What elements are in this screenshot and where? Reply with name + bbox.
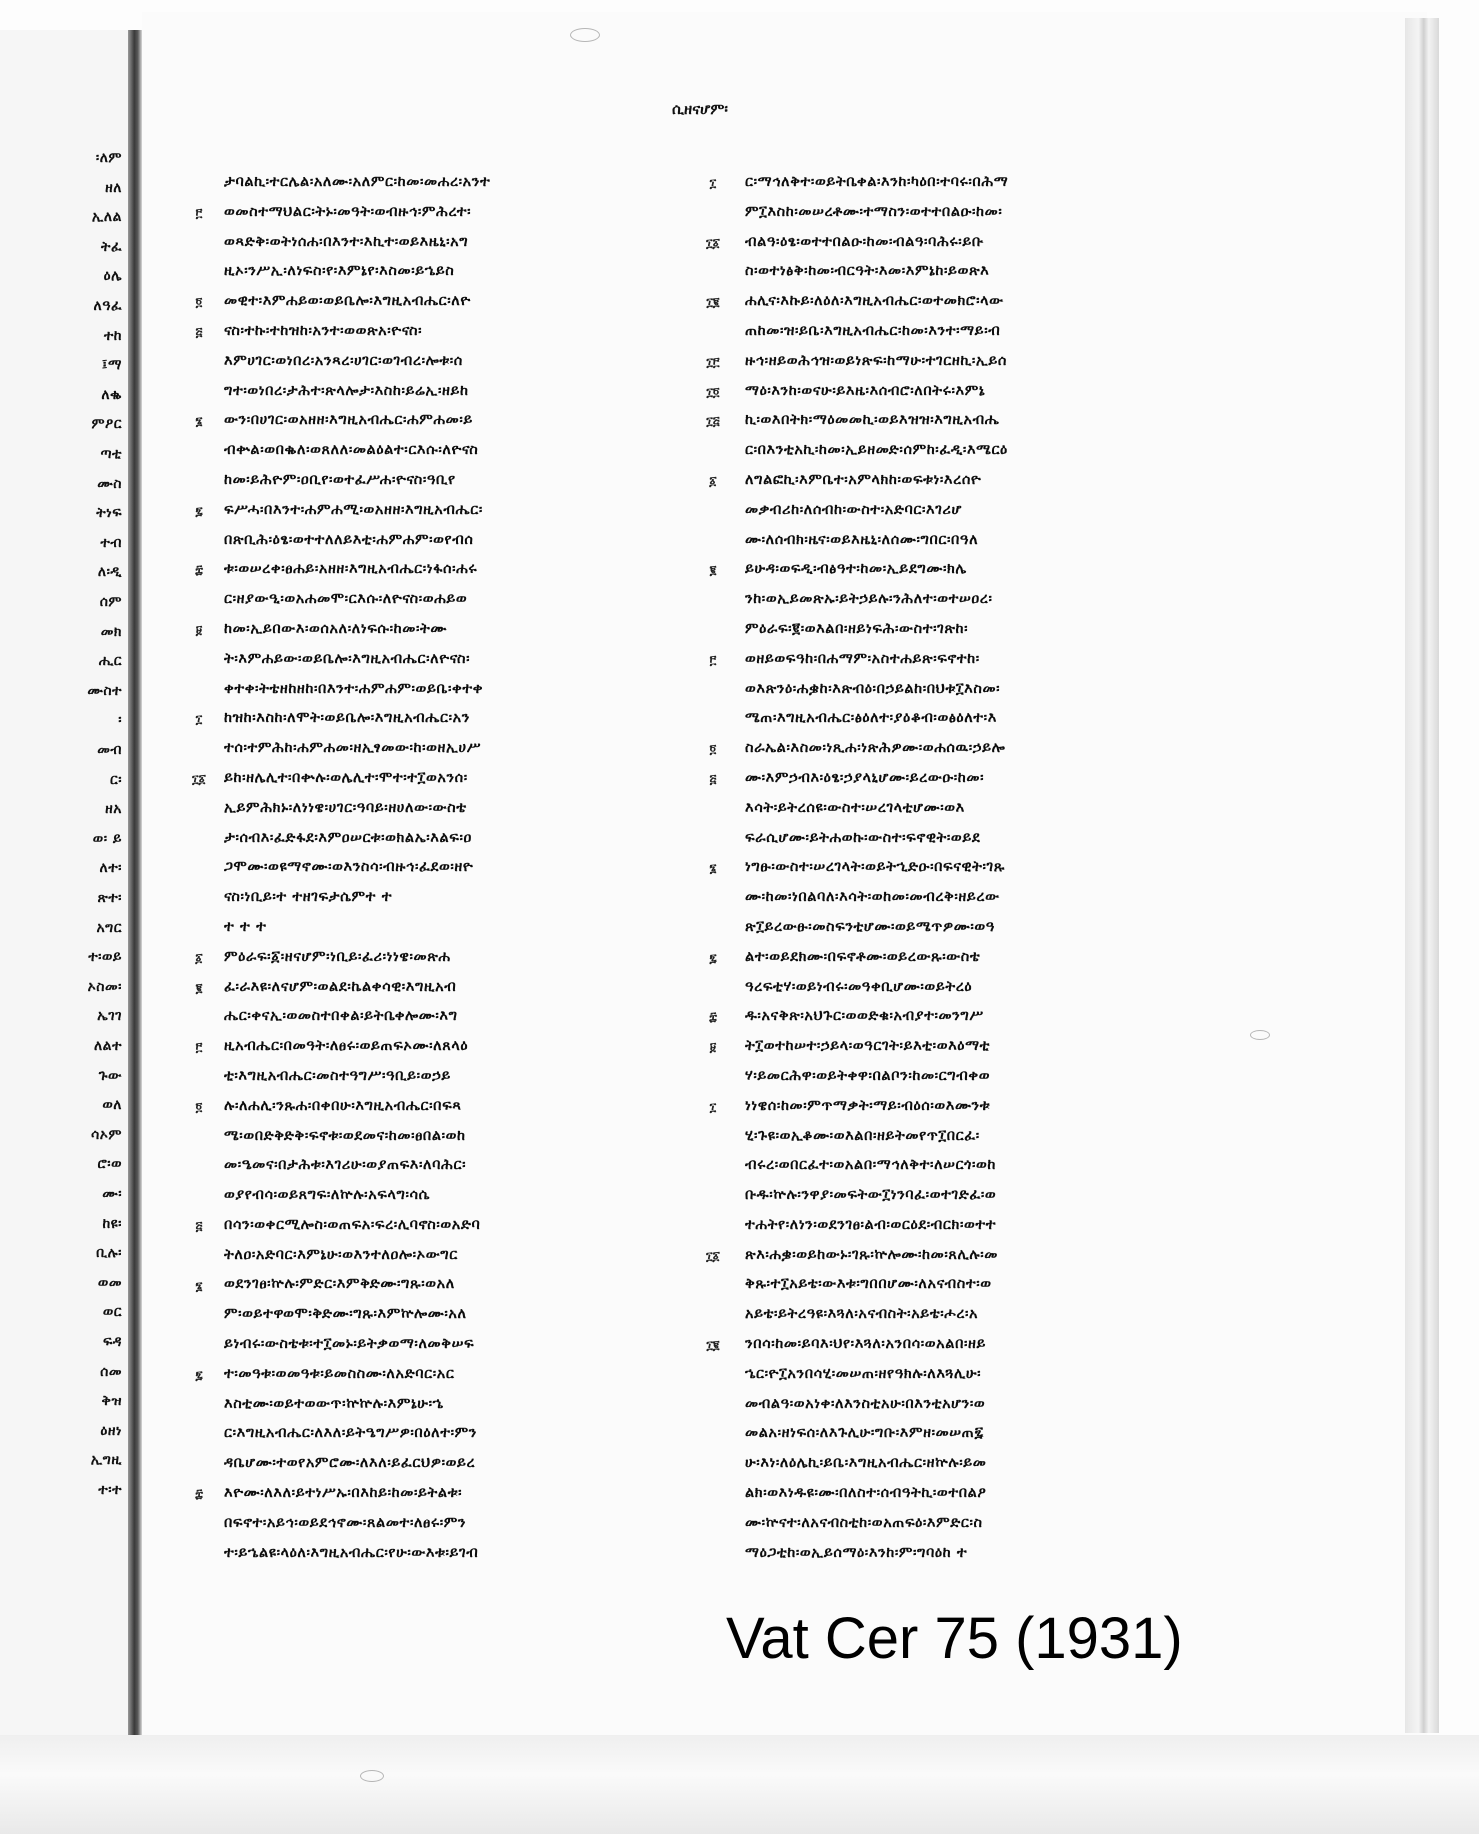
text-line: ስራኤል፡እስመ፡ነጺሐ፡ነጽሕዎሙ፡ወሐሰዉ፡ኃይሎ [745,740,1006,757]
left-page-fragment [0,30,128,1735]
text-line: መብልዓ፡ወአነቀ፡ለእንስቲአሁ፡በእንቲአሆን፡ወ [745,1395,986,1412]
text-line: ሁ፡እነ፡ለዕሌኪ፡ይቤ፡እግዚአብሔር፡ዘኵሉ፡ይመ [745,1455,987,1472]
verse-number: ፭ [195,1219,203,1233]
verse-number: ፫ [195,205,203,220]
text-line: ት፲ወተከሠተ፡ኃይላ፡ወዓርገት፡ይእቲ፡ወእዕማቲ [745,1038,991,1055]
text-line: ዳቤሆሙ፡ተወየአምሮሙ፡ለእለ፡ይፈርህዎ፡ወይረ [224,1455,476,1472]
text-line: እምሀገር፡ወነበረ፡አንጻረ፡ሀገር፡ወገብረ፡ሎቱ፡ሰ [224,352,463,369]
text-line: መቃብሪከ፡ለሰብከ፡ውስተ፡አድባር፡እገሪሆ [745,501,962,518]
text-line: ይከ፡ዘሌሊተ፡በቍሉ፡ወሌሊተ፡ሞተ፡ተ፲ወአንሰ፡ [224,769,468,786]
text-line: ተ፡መዓቱ፡ወመዓቱ፡ይመስስሙ፡ለአድባር፡አር [224,1365,455,1382]
text-line: ሔር፡ቀናኢ፡ወመስተበቀል፡ይትቤቀሎሙ፡እግ [224,1008,458,1025]
text-line: አይቴ፡ይትረዓዩ፡እጓለ፡አናብስት፡አይቴ፡ሖረ፡አ [745,1306,979,1323]
verse-number: ፪ [195,980,203,995]
left-page-line: ወለ [102,1097,122,1114]
left-page-line: ፡ [118,712,122,729]
left-text-column [224,168,684,1568]
text-line: ማዕጋቲከ፡ወኢይሰማዕ፡እንከ፡ም፡ግባዕከ ተ [745,1544,968,1561]
left-page-line: ሙስተ [87,682,122,699]
verse-number: ፲፪ [706,1338,720,1353]
text-line: በሳን፡ወቀርሚሎስ፡ወጠፍአ፡ፍረ፡ሊባኖስ፡ወአድባ [224,1216,481,1233]
text-line: ር፡በእንቲአኪ፡ከመ፡ኢይዘመድ፡ሰምከ፡ፈዲ፡እሜርዕ [745,442,1008,459]
left-page-line: ዕዘነ [100,1422,122,1439]
text-line: ቱ፡ወሠረቀ፡ፀሐይ፡አዘዘ፡እግዚአብሔር፡ነፋሰ፡ሐሩ [224,561,478,578]
left-page-line: ተብ [100,534,122,551]
text-line: ስ፡ወተነፅቅ፡ከመ፡ብርዓት፡እመ፡እምኔከ፡ይወጽእ [745,263,990,280]
verse-number: ፬ [195,1099,203,1114]
verse-number: ፲፬ [706,384,720,399]
left-page-line: ለቈ [101,386,122,403]
left-page-line: ወ፡ ይ [92,830,122,847]
text-line: ም፲እስከ፡መሠረቶሙ፡ተማስን፡ወተተበልዑ፡ከመ፡ [745,203,1003,220]
left-page-line: ከዩ፡ [102,1215,122,1232]
left-page-line: ሰመ [100,1363,122,1380]
text-line: ናስ፡ተኩ፡ተከዝከ፡አንተ፡ወወጽአ፡ዮናስ፡ [224,322,423,339]
left-page-line: ወር [102,1304,122,1321]
text-line: ር፡እግዚአብሔር፡ለእለ፡ይትዔግሥዎ፡በዕለተ፡ምን [224,1425,477,1442]
text-line: እዮሙ፡ለእለ፡ይተነሥኡ፡በእከይ፡ከመ፡ይትልቱ፡ [224,1485,463,1502]
text-line: ሜጠ፡እግዚአብሔር፡ፅዕለተ፡ያዕቆብ፡ወፅዕለተ፡እ [745,710,997,727]
text-line: ነግፁ፡ውስተ፡ሠረገላት፡ወይትኂድዑ፡በፍናዊት፡ገጹ [745,859,1005,876]
text-line: ብቍል፡ወበቈለ፡ወጸለለ፡መልዕልተ፡ርእሱ፡ለዮናስ [224,442,479,459]
text-line: ር፡ማኅለቅተ፡ወይትቤቀል፡እንከ፡ካዕበ፡ተባሩ፡በሕማ [745,174,1009,190]
verse-number: ፭ [195,325,203,339]
left-page-line: አግር [96,919,122,936]
left-page-line: ጉው [98,1067,122,1084]
verse-number: ፲፩ [706,1248,720,1263]
text-line: ብሩረ፡ወበርፈተ፡ወአልበ፡ማኅለቅተ፡ለሠርጎ፡ወከ [745,1157,997,1174]
verse-number: ፲፩ [192,772,206,786]
verse-number: ፪ [709,563,717,578]
text-line: ወዘይወፍዓከ፡በሐማም፡አስተሐይጽ፡ፍኖተከ፡ [745,650,980,667]
text-line: ሙ፡እምኃብእ፡ዕፄ፡ኃያላኒሆሙ፡ይረውዑ፡ከመ፡ [745,769,985,786]
text-line: ም፡ወይተዋወሞ፡ቅድሙ፡ግጹ፡እምኵሎሙ፡አለ [224,1306,467,1323]
text-line: ወደንገፀ፡ኵሉ፡ምድር፡እምቅድሙ፡ግጹ፡ወአለ [224,1276,455,1293]
image-caption: Vat Cer 75 (1931) [726,1606,1183,1671]
text-line: ታ፡ሰብእ፡ፈድፋደ፡እምዐሠርቱ፡ወክልኤ፡እልፍ፡ዐ [224,829,472,846]
text-line: ከመ፡ኢይበውእ፡ወሰአለ፡ለነፍሱ፡ከመ፡ትሙ [224,620,447,637]
text-line: ቅጹ፡ተ፲አይቴ፡ውእቱ፡ግበበሆሙ፡ለአናብስተ፡ወ [745,1276,992,1293]
left-page-line: ለተ፡ [99,860,122,877]
text-line: ኪ፡ወእበትክ፡ማዕመመኪ፡ወይእዝዝ፡እግዚአብሔ [745,412,1000,429]
text-line: ትለዐ፡አድባር፡እምኔሁ፡ወእንተለዐሎ፡ኦውግር [224,1246,458,1263]
verse-number: ፭ [709,772,717,786]
text-line: ኢይምሕክኑ፡ለነነዌ፡ሀገር፡ዓባይ፡ዘሀለው፡ውስቴ [224,799,467,816]
text-line: ምዕራፍ፡፩፡ዘናሆም፡ነቢይ፡ፈሪ፡ነነዌ፡መጽሐ [224,948,451,965]
text-line: ተሰ፡ተምሕከ፡ሐምሐመ፡ዘኢፃመው፡ከ፡ወዘኢሀሥ [224,740,482,757]
left-page-line: ሙስ [97,475,122,492]
left-page-line: ዘለ [105,179,122,196]
verse-number: ፯ [709,950,717,965]
text-line: ወጻድቅ፡ወትነሰሐ፡በእንተ፡እኪተ፡ወይእዜኒ፡አግ [224,233,469,250]
verse-number: ፱ [195,623,203,637]
verse-number: ፲ [195,712,203,727]
text-line: ተሐትየ፡ለነን፡ወደንገፀ፡ልብ፡ወርዕደ፡ብርክ፡ወተተ [745,1216,997,1233]
left-page-line: ለዓፈ [93,298,122,314]
left-page-line: ፍዳ [102,1334,122,1350]
text-line: መልአ፡ዘነፍሰ፡ለእጉሊሁ፡ግቡ፡እምዘ፡መሠጠ፯ [745,1425,984,1442]
text-line: ዱ፡አናቅጽ፡አህጉር፡ወወድቁ፡አብያተ፡መንግሥ [745,1008,984,1025]
left-page-line: ለልተ [93,1038,122,1054]
text-line: ተ ተ ተ [224,918,267,935]
book-gutter [128,30,142,1735]
text-line: ወያየብሳ፡ወይጸግፍ፡ለኵሉ፡አፍላግ፡ሳሴ [224,1187,431,1204]
text-line: እስቲሙ፡ወይተወውጥ፡ኵኵሉ፡እምኔሁ፡ኄ [224,1395,444,1412]
left-page-line: ኢለል [91,209,122,226]
left-page-line: ቢሉ፡ [96,1245,122,1262]
verse-number: ፲፩ [706,235,720,250]
verse-number: ፰ [195,563,203,578]
page-running-header: ሲዘናሆም፡ [672,100,728,118]
text-line: ሐሊና፡እኩይ፡ለዕለ፡እግዚአብሔር፡ወተመክሮ፡ላው [745,293,1004,310]
left-page-line: ጽተ፡ [97,890,122,906]
text-line: ሂ፡ጉዩ፡ወኢቆሙ፡ወእልበ፡ዘይትመየጥ፲በርፈ፡ [745,1127,980,1144]
text-line: ት፡እምሐይው፡ወይቤሎ፡እግዚአብሔር፡ለዮናስ፡ [224,650,471,667]
text-line: ቡዱ፡ኵሉ፡ንዋያ፡መፍትው፲ነንባፈ፡ወተገድፈ፡ወ [745,1187,997,1204]
text-line: ዚአብሔር፡በመዓት፡ለፀሩ፡ወይጠፍኦሙ፡ለጸላዕ [224,1038,469,1055]
text-line: ዓረፍቲሃ፡ወይነብሩ፡መዓቀቢሆሙ፡ወይትረዕ [745,978,973,995]
verse-number: ፲፪ [706,295,720,310]
left-page-line: ኢግዚ [90,1452,122,1469]
left-page-line: ፤ማ [101,357,122,374]
verse-number: ፯ [195,503,203,518]
text-line: ውን፡በሀገር፡ወአዘዘ፡እግዚአብሔር፡ሐምሐመ፡ይ [224,412,473,429]
verse-number: ፲ [709,1099,717,1114]
text-line: እሳት፡ይትረሰዩ፡ውስተ፡ሠረገላቲሆሙ፡ወእ [745,799,965,816]
verse-number: ፩ [709,474,717,488]
left-page-line: ተከ [103,327,122,344]
left-page-line: መብ [97,742,122,758]
left-page-line: ሰም [99,594,122,610]
text-line: ር፡ዘያውዒ፡ወአሐመሞ፡ርእሱ፡ለዮናስ፡ወሐይወ [224,591,468,608]
left-page-line: ለ፡ዲ [97,564,122,581]
text-line: ቲ፡እግዚአብሔር፡መስተዓግሥ፡ዓቢይ፡ወኃይ [224,1067,451,1084]
verse-number: ፯ [195,1368,203,1382]
verse-number: ፫ [709,652,717,667]
text-line: ምዕራፍ፡፪፡ወእልበ፡ዘይነፍሕ፡ውስተ፡ገጽከ፡ [745,620,969,637]
text-line: ወእጽንዕ፡ሐቌከ፡እጽብዕ፡በኃይልከ፡በህቱ፲እስመ፡ [745,680,1001,697]
text-line: ከዝከ፡እስከ፡ለሞት፡ወይቤሎ፡እግዚአብሔር፡አን [224,710,470,727]
left-page-line: ሙ፡ [102,1186,122,1202]
text-line: ሜ፡ወበድቅድቅ፡ፍኖቱ፡ወደመና፡ከመ፡ፀበል፡ወከ [224,1127,466,1144]
left-page-line: ጣቲ [100,446,122,462]
left-page-line: ዘአ [105,801,122,818]
text-line: ኄር፡ዮ፲አንበሳሂ፡መሠጠ፡ዘየዓክሉ፡ለእጓሊሁ፡ [745,1365,982,1382]
text-line: ልክ፡ወእነዱዩ፡ሙ፡በለስተ፡ሰብዓትኪ፡ወተበልዖ [745,1485,987,1502]
text-line: ጽ፲ይረውፁ፡መስፍንቲሆሙ፡ወይሜጥዎሙ፡ወዓ [745,918,995,935]
text-line: ንከ፡ወኢይመጽኡ፡ይትኃይሉ፡ንሕለተ፡ወተሠዐረ፡ [745,591,993,608]
text-line: ዙኅ፡ዘይወሕኅዝ፡ወይነጽፍ፡ከማሁ፡ተገርዘኪ፡ኢይሰ [745,352,1008,369]
text-line: ልተ፡ወይደክሙ፡በፍኖቶሙ፡ወይረውጹ፡ውስቴ [745,948,981,965]
scan-blemish [570,28,600,42]
scan-bottom-margin [0,1735,1479,1834]
verse-number: ፫ [195,1040,203,1055]
text-line: ይነብሩ፡ውስቴቱ፡ተ፲መኑ፡ይትቃወማ፡ለመቅሠፍ [224,1336,475,1353]
verse-number: ፬ [195,295,203,310]
left-page-line: ሮ፡ወ [97,1156,122,1173]
text-line: ናስ፡ነቢይ፡ተ ተዘገፍታሴምተ ተ [224,889,393,906]
verse-number: ፮ [195,1278,203,1293]
verse-number: ፰ [195,1487,203,1502]
verse-number: ፲፫ [706,354,720,369]
text-line: ታባልኪ፡ተርሌል፡አለሙ፡አለምር፡ከመ፡መሐረ፡አንተ [224,174,491,190]
text-line: ዚኦ፡ንሥኢ፡ለነፍስ፡የ፡እምኔየ፡እስመ፡ይኄይስ [224,263,455,280]
left-page-line: ቅዝ [101,1393,122,1410]
text-line: ሙ፡ኵናተ፡ለአናብስቲከ፡ወአጠፍዕ፡እምድር፡ስ [745,1514,983,1531]
verse-number: ፰ [709,1010,717,1025]
verse-number: ፮ [709,861,717,876]
left-page-line: ትፈ [101,238,122,255]
verse-number: ፱ [709,1040,717,1055]
text-line: ሃ፡ይመርሕዋ፡ወይትቀዋ፡በልቦን፡ከመ፡ርግብቀወ [745,1067,991,1084]
text-line: ፍራሲሆሙ፡ይትሐወኩ፡ውስተ፡ፍኖዊት፡ወይደ [745,829,981,846]
text-line: ሉ፡ለሐሊ፡ንጹሐ፡በቀበሁ፡እግዚአብሔር፡በፍጻ [224,1097,462,1114]
left-page-line: ሳኦም [90,1126,122,1143]
left-page-line: ተ፡ወይ [88,949,122,966]
left-page-line: ሒር [98,653,122,670]
text-line: ቀተቀ፡ትቴዘከዘከ፡በእንተ፡ሐምሐም፡ወይቤ፡ቀተቀ [224,680,484,697]
text-line: ነነዌሰ፡ከመ፡ምጥማቃት፡ማይ፡ብዕሰ፡ወእሙንቱ [745,1097,991,1114]
text-line: ግተ፡ወነበረ፡ታሕተ፡ጽላሎታ፡እስከ፡ይሬኢ፡ዘይከ [224,382,469,399]
text-line: ማዕ፡እንከ፡ወናሁ፡ይእዜ፡እሰብሮ፡ለበትሩ፡እምኔ [745,382,986,399]
left-page-line: ምዖር [91,416,122,433]
verse-number: ፮ [195,414,203,429]
text-line: ንበሳ፡ከመ፡ይባእ፡ህየ፡እጓለ፡አንበሳ፡ወአልበ፡ዘይ [745,1336,987,1353]
verse-number: ፲ [709,176,717,190]
text-line: ከመ፡ይሕዮም፡ዐቢየ፡ወተፈሥሐ፡ዮናስ፡ዓቢየ [224,471,456,488]
text-line: መዊተ፡እምሐይወ፡ወይቤሎ፡እግዚአብሔር፡ለዮ [224,293,471,310]
text-line: ፈ፡ራእዩ፡ለናሆም፡ወልደ፡ኬልቀሳዊ፡እግዚአብ [224,978,457,995]
text-line: ለግልፎኪ፡እምቤተ፡አምላክከ፡ወፍቱነ፡እረሰዮ [745,471,982,488]
text-line: በፍኖተ፡አይኅ፡ወይደኅኖሙ፡ጸልመተ፡ለፀሩ፡ምን [224,1514,467,1531]
left-page-line: ተ፡ተ [98,1482,122,1498]
left-page-line: ፡ለም [95,150,122,166]
text-line: ጋሞሙ፡ወዩማኖሙ፡ወእንስሳ፡ብዙኅ፡ፈደወ፡ዘዮ [224,859,474,876]
text-line: በጽቢሕ፡ዕፄ፡ወተተለለይእቲ፡ሐምሐም፡ወየብሰ [224,531,474,548]
verse-number: ፩ [195,950,203,965]
text-line: ወመስተማህልር፡ትኑ፡መዓት፡ወብዙኅ፡ምሕረተ፡ [224,203,472,220]
verse-number: ፲፭ [706,414,720,429]
right-text-column [745,168,1205,1568]
left-page-line: ዕሌ [103,268,122,285]
left-page-line: ኦስመ፡ [87,978,122,995]
text-line: መ፡ዔመና፡በታሕቱ፡እገሪሁ፡ወያጠፍእ፡ለባሕር፡ [224,1157,467,1174]
text-line: ፍሥሓ፡በእንተ፡ሐምሐሚ፡ወአዘዘ፡እግዚአብሔር፡ [224,501,483,518]
scan-blemish [1250,1030,1270,1040]
text-line: ተ፡ይኄልዩ፡ላዕለ፡እግዚአብሔር፡የሁ፡ውእቱ፡ይገብ [224,1544,479,1561]
text-line: ብልዓ፡ዕፄ፡ወተተበልዑ፡ከመ፡ብልዓ፡ባሕሩ፡ይቡ [745,233,984,250]
text-line: ጽእ፡ሐቌ፡ወይከውኑ፡ገጹ፡ኵሎሙ፡ከመ፡ጸሊሉ፡መ [745,1246,998,1263]
left-page-line: መክ [100,623,122,640]
verse-number: ፬ [709,742,717,757]
text-line: ሙ፡ከመ፡ነበልባለ፡እሳት፡ወከመ፡መብረቅ፡ዘይረው [745,889,1000,906]
scan-blemish [360,1770,384,1782]
text-line: ሙ፡ለሰብክ፡ዜና፡ወይእዜኒ፡ለሰሙ፡ግበር፡በዓለ [745,531,979,548]
text-line: ይሁዳ፡ወፍዲ፡ብፅዓተ፡ከመ፡ኢይደግሙ፡ክሌ [745,561,967,578]
text-line: ጠከመ፡ዝ፡ይቤ፡እግዚአብሔር፡ከመ፡እንተ፡ማይ፡ብ [745,322,1001,339]
page-edge [1405,18,1439,1733]
left-page-line: ር፡ [109,771,122,788]
left-page-line: ኤገገ [97,1008,122,1025]
left-page-line: ትነፍ [96,505,122,522]
left-page-line: ወመ [97,1274,122,1291]
